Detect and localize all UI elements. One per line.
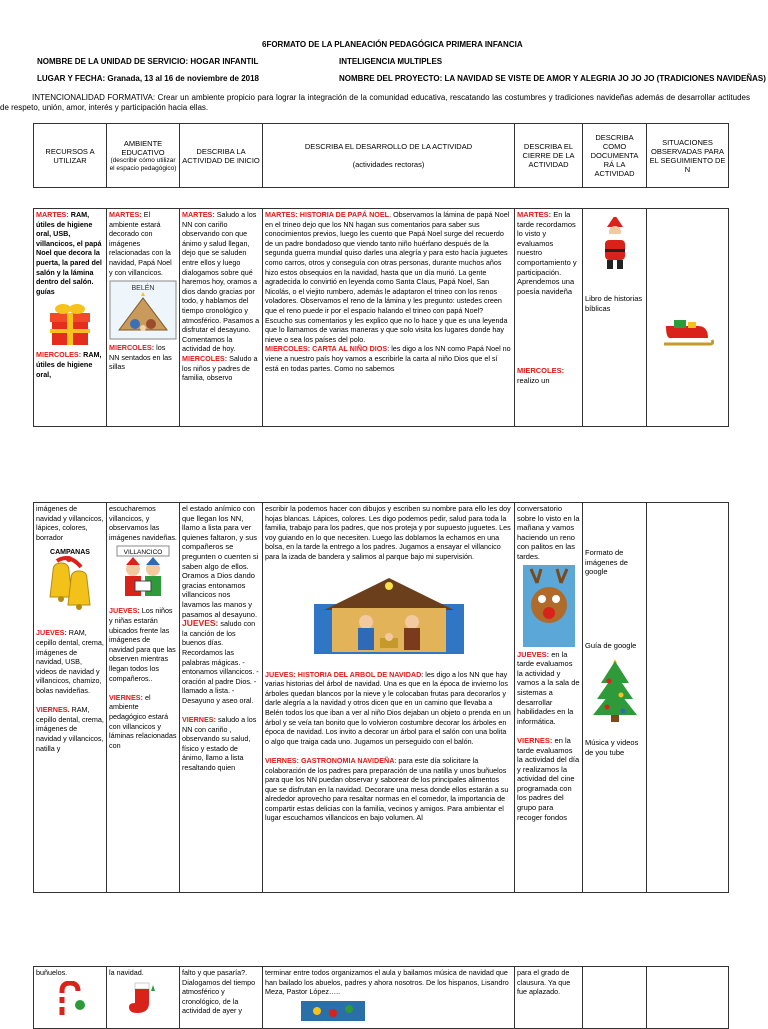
col-inicio: DESCRIBA LA ACTIVIDAD DE INICIO	[180, 124, 263, 188]
day-label: VIERNES:	[109, 692, 143, 702]
day-label: JUEVES:	[517, 649, 550, 659]
santa-claus-icon	[595, 213, 635, 271]
inicio-text: Saludo a los NN con cariño observando con que ánimo y salud llegan, dejo que se saluden entre ellos y luego dialogamos sobre qué haremos hoy, oramos a dios dando gracias por todo, y hablamos del tiempo cronológico y atmosférico. Pasamos a disfrutar el desayuno. Comentamos la actividad de hoy.	[182, 210, 260, 354]
desarrollo-text: : les digo a los NN que hay varias historias del árbol de navidad. Una es que en la época de invierno los árboles quedan blancos por la nieve y le colocaban frutas para decorarlos y darle alegría a la navidad y otros dicen que en un camino que llevaba a Belén todos los que iban a ver al niño Dios dejaban un objeto o prenda en un árbol y se veía tan bonito que lo volvieron costumbre decorar los árboles en época de navidad. Los invito a decorar un árbol para el salón con una bolita o algo que traiga cada uno. Jugamos un perseguido con el balón.	[265, 669, 511, 746]
day-label: MARTES:	[36, 210, 69, 219]
cierre-cell	[515, 503, 583, 893]
inicio-cell	[180, 209, 263, 427]
activity-title: GASTRONOMIA NAVIDEÑA	[298, 755, 395, 765]
sleigh-icon	[662, 316, 714, 350]
header-table	[33, 123, 729, 188]
day-label: MIERCOLES:	[36, 350, 82, 360]
desarrollo-text: : para este día solicitare la colaboración de los padres para preparación de una natilla y unos buñuelos para que los NN puedan observar y saborear de los principales alimentos que se disfrutan en la navidad. Decorare una mesa donde ellos estarán a su alrededor aprovecho para resaltar normas en el comedor, la importancia de compartir estas delicias con la familia, vecinos y amigos. Para ambientar el lugar escuchamos villancicos en bajo volumen. Al	[265, 755, 509, 823]
planning-table-block-2	[33, 502, 729, 893]
col-desarrollo-sub: (actividades rectoras)	[352, 160, 425, 169]
col-ambiente-title: AMBIENTE EDUCATIVO	[121, 138, 165, 157]
desarrollo-cell	[263, 967, 515, 1029]
day-label: MARTES:	[265, 210, 298, 219]
inicio-text: Saludo a los niños y padres de familia, observo	[182, 353, 258, 383]
day-label: JUEVES:	[109, 606, 140, 616]
day-label: MIERCOLES:	[182, 353, 228, 363]
activity-title: CARTA AL NIÑO DIOS	[310, 344, 388, 354]
col-documenta: DESCRIBA COMO DOCUMENTA RÁ LA ACTIVIDAD	[583, 124, 647, 188]
documenta-text: Libro de historias bíblicas	[585, 294, 643, 313]
campanas-image	[41, 545, 99, 625]
desarrollo-text: terminar entre todos organizamos el aula y bailamos música de navidad que han bailado los abuelos, padres y ahora nosotros. De los hispanos, Lisandro Meza, Pastor López…..	[265, 968, 509, 997]
col-ambiente	[107, 124, 180, 188]
ambiente-text: El ambiente estará decorado con imágenes relacionadas con la navidad, Papá Noel y con villancicos.	[109, 210, 172, 277]
christmas-tree-icon	[593, 653, 637, 723]
ambiente-cell	[107, 967, 180, 1029]
lugar-fecha: LUGAR Y FECHA: Granada, 13 al 16 de noviembre de 2018	[37, 74, 260, 83]
cierre-text: realizo un	[517, 375, 550, 385]
recursos-text: buñuelos.	[36, 968, 68, 977]
cierre-cell	[515, 209, 583, 427]
desarrollo-text: : les digo a los NN como Papá Noel no viene a nuestro país hoy vamos a escribirle la carta al niño Dios que el sí está en todas partes. Como no sabemos	[265, 344, 511, 373]
document-title: 6FORMATO DE LA PLANEACIÓN PEDAGÓGICA PRIMERA INFANCIA	[262, 40, 523, 49]
cierre-text: para el grado de clausura. Ya que fue aplazado.	[517, 968, 571, 997]
day-label: MARTES:	[182, 210, 215, 219]
day-label: JUEVES:	[182, 618, 219, 629]
recursos-text: imágenes de navidad y villancicos, lápices, colores, borrador	[36, 504, 104, 542]
unidad-servicio: NOMBRE DE LA UNIDAD DE SERVICIO: HOGAR INFANTIL	[37, 57, 259, 66]
situaciones-cell	[647, 503, 729, 893]
col-desarrollo	[263, 124, 515, 188]
cierre-text: en la tarde evaluamos la actividad del día y realizamos la actividad del cine programada con los padres del grupo para recoger fondos	[517, 735, 580, 822]
planning-table-block-1	[33, 208, 729, 427]
recursos-text: RAM, cepillo dental, crema, imágenes de navidad, USB, videos de navidad y villancicos, chamizo, bolas navideñas.	[36, 628, 104, 695]
ambiente-text: el ambiente pedagógico estará con villancicos y láminas relacionadas con	[109, 692, 177, 750]
recursos-cell	[34, 209, 107, 427]
nativity-scene-image	[314, 576, 464, 654]
inicio-cell	[180, 503, 263, 893]
day-label: VIERNES:	[182, 715, 216, 725]
cierre-text: en la tarde evaluamos la actividad y vamos a la sala de sistemas a desarrollar habilidades en la informática.	[517, 649, 580, 726]
desarrollo-cell	[263, 503, 515, 893]
day-label: JUEVES:	[36, 628, 67, 638]
day-label: VIERNES:	[517, 735, 553, 745]
col-cierre: DESCRIBA EL CIERRE DE LA ACTIVIDAD	[515, 124, 583, 188]
belen-image	[109, 280, 177, 340]
situaciones-cell	[647, 967, 729, 1029]
desarrollo-text: . Observamos la lámina de papá Noel en el trineo dejo que los NN hagan sus comentarios para saber sus conocimientos previos, luego les cuento que Papá Noel surge del recuerdo de un padre bondadoso que viendo tanto niño huérfano después de la segunda guerra mundial quiso darles una alegría y para esto hacía juguetes como carros, otros y conseguía con otras personas, durante muchos años hizo estos obsequios en la navidad, hasta que un día murió. La gente agradecida lo convirtió en leyenda como Santa Claus, Papá Noel, San Nicolás, o el viejito rumbero, además le adaptaron el trineo con los renos voladores. Observamos el reno de la lámina y les pregunto: ustedes creen que el reno puede ir por el espacio halando el trineo con papá Noel? Escucho sus comentarios y les explico que no lo hace y que es una leyenda que lo llamamos de varias maneras y que solo visita los lugares donde hay nieve o sea los países del polo.	[265, 210, 510, 344]
ambiente-text: la navidad.	[109, 968, 144, 977]
recursos-cell	[34, 503, 107, 893]
day-label: VIERNES:	[265, 755, 299, 765]
day-label: MARTES:	[109, 210, 142, 219]
ambiente-text: los NN sentados en las sillas	[109, 343, 172, 372]
day-label: MIERCOLES:	[109, 343, 155, 353]
villancico-image	[113, 545, 173, 603]
candy-cane-icon	[50, 981, 90, 1015]
inicio-cell	[180, 967, 263, 1029]
recursos-cell	[34, 967, 107, 1029]
documenta-text: Guía de google	[585, 640, 637, 650]
documenta-cell	[583, 503, 647, 893]
documenta-text: Formato de imágenes de google	[585, 548, 628, 577]
recursos-text: RAM, útiles de higiene oral,	[36, 350, 102, 379]
situaciones-cell	[647, 209, 729, 427]
recursos-text: RAM, cepillo dental, crema, imágenes de navidad y villancicos, natilla y	[36, 705, 104, 753]
ambiente-cell	[107, 503, 180, 893]
intencionalidad-formativa: INTENCIONALIDAD FORMATIVA: Crear un ambiente propicio para lograr la integración de la comunidad educativa, rescatando las costumbres y tradiciones navideñas además de desarrollar actitudes de respeto, unión, amor, interés y participación hacia ellas.	[0, 93, 750, 112]
nombre-proyecto: NOMBRE DEL PROYECTO: LA NAVIDAD SE VISTE DE AMOR Y ALEGRIA JO JO JO (TRADICIONES NAVIDEÑAS)	[339, 74, 766, 83]
cierre-cell	[515, 967, 583, 1029]
cierre-text: conversatorio sobre lo visto en la mañana y vamos haciendo un reno con palitos en las tardes.	[517, 504, 580, 561]
day-label: MIERCOLES:	[265, 344, 311, 354]
col-recursos: RECURSOS A UTILIZAR	[34, 124, 107, 188]
planning-table-block-3	[33, 966, 729, 1029]
inicio-text: saludo a los NN con cariño , observando su salud, físico y estado de ánimo, llamo a lista resaltando quien	[182, 715, 257, 773]
col-situaciones: SITUACIONES OBSERVADAS PARA EL SEGUIMIENTO DE N	[647, 124, 729, 188]
ambiente-cell	[107, 209, 180, 427]
campanas-label: CAMPANAS	[50, 549, 90, 557]
inicio-text: falto y que pasaría?. Dialogamos del tiempo atmosférico y cronológico, de la actividad de ayer y	[182, 968, 256, 1016]
cierre-text: En la tarde recordamos lo visto y evaluamos nuestro comportamiento y participación. Aprendemos una poesía navideña	[517, 210, 577, 296]
reindeer-craft-image	[523, 565, 575, 647]
ambiente-text: Los niños y niñas estarán ubicados frente las imágenes de navidad para que las observen mientras llegan todos los compañeros..	[109, 606, 176, 683]
documenta-cell	[583, 967, 647, 1029]
desarrollo-text: escribir la podemos hacer con dibujos y escriben su nombre para ello les doy hojas blancas. Lápices, colores. Les digo podemos pedir, salud para toda la familia, trabajo para los padres, que nos proteja y por supuesto juguetes. Les voy guiando en lo que necesiten. Luego las doblamos la echamos en una bolsa, en la tarde la entrego a los padres. Jugamos a ensayar el villancico para la izada de bandera y salimos al parque bajo mi supervisión.	[265, 504, 511, 561]
col-desarrollo-title: DESCRIBA EL DESARROLLO DE LA ACTIVIDAD	[304, 142, 473, 151]
dance-image	[301, 1001, 365, 1021]
col-ambiente-sub: (describir cómo utilizar el espacio pedagógico)	[109, 156, 177, 172]
desarrollo-cell	[263, 209, 515, 427]
belen-label: BELÉN	[131, 285, 155, 293]
inteligencia: INTELIGENCIA MULTIPLES	[339, 57, 443, 66]
documenta-cell	[583, 209, 647, 427]
villancico-label: VILLANCICO	[123, 549, 163, 557]
gift-icon	[46, 299, 94, 347]
documenta-text: Música y videos de you tube	[585, 738, 639, 757]
day-label: MIERCOLES:	[517, 366, 565, 376]
day-label: VIERNES.	[36, 705, 70, 715]
day-label: MARTES:	[517, 210, 552, 219]
ambiente-text: escucharemos villancicos, y observamos las imágenes navideñas.	[109, 504, 177, 542]
inicio-text: el estado anímico con que llegan los NN, llamo a lista para ver quienes faltaron, y sus compañeros se pregunten o cuenten si saben algo de ellos. Oramos a Dios dando gracias entonamos villancicos nos lavamos las manos y pasamos al desayuno.	[182, 504, 259, 619]
inicio-text: saludo con la canción de los buenos días. Recordamos las palabras mágicas. -entonamos villancicos. -oración al padre Dios. -llamado a lista. -Desayuno y aseo oral.	[182, 619, 259, 705]
activity-title: HISTORIA DE PAPÁ NOEL	[297, 210, 390, 219]
stocking-icon	[125, 981, 161, 1015]
activity-title: HISTORIA DEL ARBOL DE NAVIDAD	[295, 669, 422, 679]
day-label: JUEVES:	[265, 669, 296, 679]
recursos-text: RAM, útiles de higiene oral, USB, villancicos, el papá Noel que decora la puerta, la pared del salón y la lámina dentro del salón. guías	[36, 210, 102, 296]
